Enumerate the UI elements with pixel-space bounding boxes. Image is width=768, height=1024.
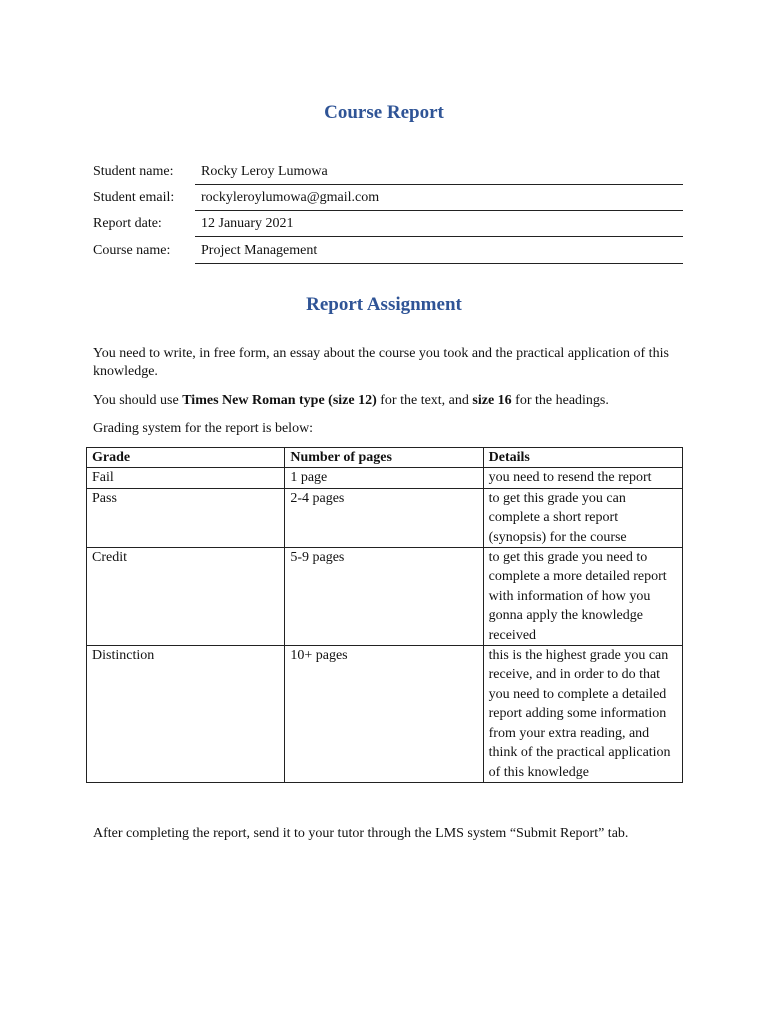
cell-details: you need to resend the report <box>483 468 682 488</box>
font-note-middle: for the text, and <box>376 393 473 408</box>
report-date-value: 12 January 2021 <box>195 214 683 237</box>
student-email-value: rockyleroylumowa@gmail.com <box>195 188 683 211</box>
grading-table <box>86 447 683 783</box>
report-date-row <box>93 214 683 238</box>
closing-paragraph: After completing the report, send it to your tutor through the LMS system “Submit Report” tab. <box>93 826 629 841</box>
cell-pages: 10+ pages <box>285 646 483 783</box>
header-details: Details <box>483 448 682 468</box>
cell-pages: 1 page <box>285 468 483 488</box>
header-pages: Number of pages <box>285 448 483 468</box>
font-note-paragraph <box>93 392 683 410</box>
cell-pages: 2-4 pages <box>285 488 483 547</box>
cell-pages: 5-9 pages <box>285 548 483 646</box>
page-title: Course Report <box>324 102 444 123</box>
cell-grade: Credit <box>87 548 285 646</box>
cell-details: to get this grade you need to complete a more detailed report with information of how you gonna apply the knowledge received <box>483 548 682 646</box>
font-note-size: size 16 <box>472 393 512 408</box>
table-row <box>87 468 683 488</box>
cell-grade: Distinction <box>87 646 285 783</box>
student-email-label: Student email: <box>93 190 175 205</box>
cell-details: this is the highest grade you can receive, and in order to do that you need to complete a detailed report adding some information from your extra reading, and think of the practical application of this knowledge <box>483 646 682 783</box>
grading-intro: Grading system for the report is below: <box>93 421 314 436</box>
course-name-value: Project Management <box>195 241 683 264</box>
font-note-font: Times New Roman type (size 12) <box>182 393 377 408</box>
cell-grade: Fail <box>87 468 285 488</box>
intro-paragraph: You need to write, in free form, an essay about the course you took and the practical application of this knowledge. <box>93 346 669 379</box>
student-name-value: Rocky Leroy Lumowa <box>195 162 683 185</box>
table-row <box>87 488 683 547</box>
table-row <box>87 548 683 646</box>
course-name-label: Course name: <box>93 243 171 258</box>
cell-grade: Pass <box>87 488 285 547</box>
table-row <box>87 646 683 783</box>
student-email-row <box>93 188 683 212</box>
report-date-label: Report date: <box>93 216 162 231</box>
course-name-row <box>93 241 683 265</box>
cell-details: to get this grade you can complete a short report (synopsis) for the course <box>483 488 682 547</box>
font-note-prefix: You should use <box>93 393 183 408</box>
header-grade: Grade <box>87 448 285 468</box>
student-name-row <box>93 162 683 186</box>
section-title: Report Assignment <box>306 294 462 315</box>
student-name-label: Student name: <box>93 164 174 179</box>
font-note-suffix: for the headings. <box>511 393 609 408</box>
table-header-row <box>87 448 683 468</box>
